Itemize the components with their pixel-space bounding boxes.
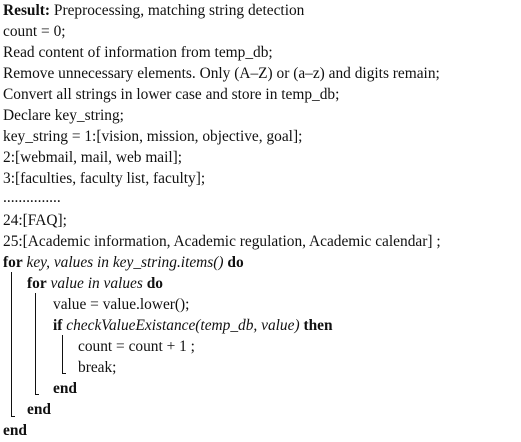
read-line: Read content of information from temp_db; <box>3 44 273 61</box>
if-keyword: if <box>53 317 63 334</box>
end-if-line: end <box>53 380 77 397</box>
inner-for-block-tick <box>35 394 39 395</box>
lower-assign-line: value = value.lower(); <box>53 296 190 313</box>
key-string-3-line: 3:[faculties, faculty list, faculty]; <box>3 170 206 187</box>
inner-for-block-rule <box>35 293 36 395</box>
break-line: break; <box>78 359 117 376</box>
inner-for-expression: value in values <box>50 275 143 292</box>
key-string-2-line: 2:[webmail, mail, web mail]; <box>3 149 183 166</box>
increment-line: count = count + 1 ; <box>78 338 195 355</box>
do-keyword: do <box>146 275 163 292</box>
outer-for-block-tick <box>11 416 15 417</box>
outer-for-block-rule <box>11 272 12 417</box>
ellipsis-line: ............... <box>3 189 61 206</box>
outer-for-line <box>3 252 244 274</box>
outer-for-expression: key, values in key_string.items() <box>26 254 224 271</box>
if-line <box>53 315 333 337</box>
result-text: Preprocessing, matching string detection <box>53 2 305 19</box>
end-inner-for-line: end <box>27 401 51 418</box>
count-init-line: count = 0; <box>3 23 66 40</box>
if-expression: checkValueExistance(temp_db, value) <box>66 317 300 334</box>
then-keyword: then <box>303 317 333 334</box>
key-string-24-line: 24:[FAQ]; <box>3 212 67 229</box>
convert-line: Convert all strings in lower case and store in temp_db; <box>3 86 340 103</box>
inner-for-line <box>27 273 163 295</box>
if-block-rule <box>62 335 63 373</box>
result-line <box>3 0 304 22</box>
end-outer-for-line: end <box>3 422 27 439</box>
remove-line: Remove unnecessary elements. Only (A–Z) or (a–z) and digits remain; <box>3 65 440 82</box>
for-keyword: for <box>3 254 23 271</box>
for-keyword: for <box>27 275 47 292</box>
key-string-1-line: key_string = 1:[vision, mission, objective, goal]; <box>3 128 303 145</box>
key-string-25-line: 25:[Academic information, Academic regulation, Academic calendar] ; <box>3 233 441 250</box>
result-label: Result: <box>3 2 51 19</box>
declare-line: Declare key_string; <box>3 107 124 124</box>
if-block-tick <box>62 373 66 374</box>
do-keyword: do <box>227 254 244 271</box>
